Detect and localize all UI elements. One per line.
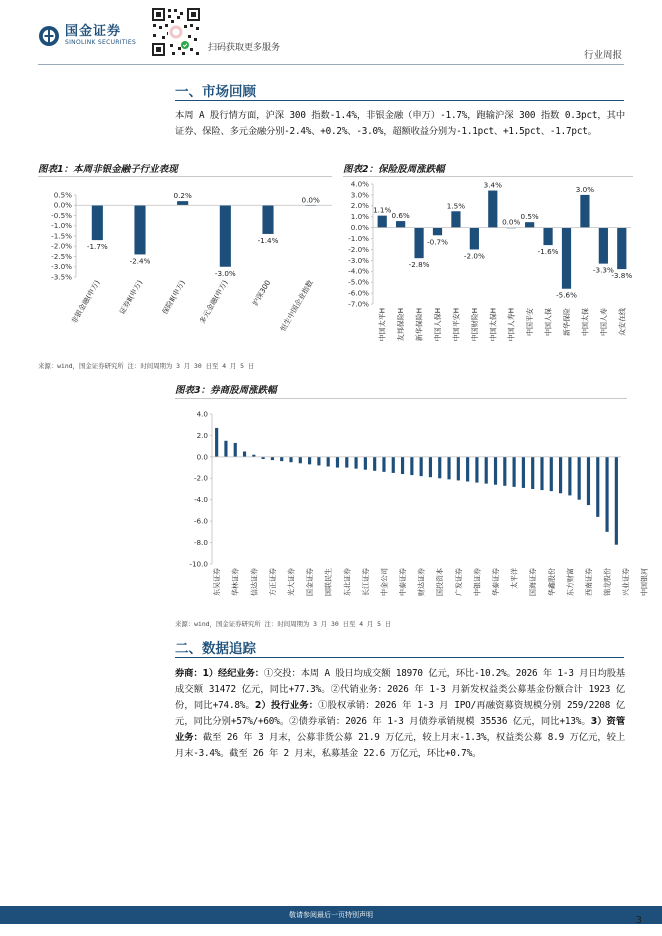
y-tick-label: 2.0%	[350, 201, 369, 211]
bar	[457, 457, 460, 481]
bar	[470, 228, 479, 250]
bar	[234, 443, 237, 457]
x-tick-label: 光大证券	[287, 568, 296, 596]
x-tick-label: 锦龙股份	[603, 568, 612, 596]
bar	[364, 457, 367, 470]
bar	[599, 228, 608, 264]
section2-paragraph	[175, 666, 625, 762]
x-tick-label: 太平洋	[510, 568, 519, 589]
bar	[401, 457, 404, 474]
bar	[410, 457, 413, 475]
bar	[420, 457, 423, 476]
bar	[317, 457, 320, 466]
x-tick-label: 西南证券	[584, 568, 593, 596]
x-tick-label: 财达证券	[417, 568, 426, 596]
x-tick-label: 中国人寿H	[507, 308, 516, 342]
bar	[345, 457, 348, 468]
bar	[327, 457, 330, 467]
bar	[578, 457, 581, 500]
fig2-rule	[343, 176, 633, 177]
fig3-title: 图表3：券商股周涨跌幅	[175, 385, 277, 396]
x-tick-label: 华泰证券	[492, 568, 501, 596]
bar	[438, 457, 441, 478]
fig1-title: 图表1：本周非银金融子行业表现	[38, 164, 178, 175]
bar	[494, 457, 497, 485]
bar	[562, 228, 571, 289]
x-tick-label: 中国人寿	[599, 308, 608, 336]
bar	[177, 201, 188, 205]
bar	[336, 457, 339, 468]
x-tick-label: 中银证券	[473, 568, 482, 596]
bar-value-label: -2.4%	[129, 256, 151, 266]
x-tick-label: 中国平安	[526, 308, 535, 336]
bar	[224, 441, 227, 457]
y-tick-label: 4.0%	[350, 179, 369, 189]
y-tick-label: 0.0%	[350, 223, 369, 233]
x-tick-label: 国联民生	[324, 568, 333, 596]
paragraph-bold-heading: 券商：1）经纪业务：	[175, 668, 264, 679]
y-tick-label: -1.0%	[348, 233, 369, 243]
bar	[550, 457, 553, 491]
bar	[580, 195, 589, 228]
y-tick-label: -1.5%	[51, 231, 72, 241]
bar	[559, 457, 562, 493]
y-tick-label: -2.0%	[51, 241, 72, 251]
bar	[243, 452, 246, 457]
y-tick-label: 0.0%	[53, 200, 72, 210]
bar	[513, 457, 516, 487]
bar-value-label: 3.4%	[483, 180, 502, 190]
y-tick-label: -2.0%	[348, 244, 369, 254]
fig2-chart	[341, 178, 635, 350]
y-tick-label: -4.0	[193, 495, 208, 505]
y-tick-label: -10.0	[189, 559, 208, 569]
bar-value-label: 0.5%	[520, 212, 539, 222]
paragraph-text: 截至 26 年 3 月末，公募非货公募 21.9 万亿元，较上月末-1.3%，权益类公募 8.9 万亿元，较上月末-3.4%。截至 26 年 2 月末，私募基金 22.6 万亿元，环比+0.7%。	[175, 732, 625, 759]
bar	[466, 457, 469, 482]
bar-value-label: -3.3%	[592, 265, 614, 275]
x-tick-label: 东吴证券	[213, 568, 222, 596]
footer-disclaimer: 敬请参阅最后一页特别声明	[289, 911, 373, 919]
y-tick-label: -7.0%	[348, 299, 369, 309]
bar	[373, 457, 376, 471]
y-tick-label: 1.0%	[350, 212, 369, 222]
y-tick-label: 2.0	[196, 430, 208, 440]
x-tick-label: 众安在线	[618, 308, 627, 336]
bar	[392, 457, 395, 473]
qr-caption: 扫码获取更多服务	[208, 43, 281, 53]
bar	[382, 457, 385, 472]
page-header	[0, 0, 662, 68]
x-tick-label: 东方财富	[566, 568, 575, 596]
x-tick-label: 保险Ⅱ(申万)	[160, 278, 187, 316]
bar	[354, 457, 357, 469]
x-tick-label: 中国太平H	[378, 308, 387, 342]
x-tick-label: 东北证券	[343, 568, 352, 596]
bar-value-label: -2.0%	[463, 251, 485, 261]
bar	[451, 211, 460, 227]
paragraph-bold-heading: 2）投行业务：	[254, 700, 319, 711]
x-tick-label: 国投资本	[436, 568, 445, 596]
bar	[485, 457, 488, 484]
bar	[215, 428, 218, 457]
bar	[220, 205, 231, 267]
bar-value-label: 0.0%	[301, 195, 320, 205]
x-tick-label: 友邦保险H	[397, 308, 406, 342]
bar-value-label: -3.0%	[214, 268, 236, 278]
bar	[299, 457, 302, 463]
qr-code-icon	[150, 6, 202, 58]
bar	[308, 457, 311, 465]
y-tick-label: 3.0%	[350, 190, 369, 200]
logo-english-name: SINOLINK SECURITIES	[65, 39, 137, 46]
y-tick-label: 0.5%	[53, 190, 72, 200]
x-tick-label: 长江证券	[361, 568, 370, 596]
x-tick-label: 新华保险	[563, 308, 571, 336]
bar-value-label: 0.6%	[391, 211, 410, 221]
y-tick-label: -1.0%	[51, 221, 72, 231]
fig1-chart	[38, 178, 336, 350]
bar	[525, 222, 534, 227]
company-logo-icon	[38, 25, 60, 47]
fig1-rule	[38, 176, 332, 177]
bar-value-label: 0.0%	[502, 217, 521, 227]
x-tick-label: 多元金融(申万)	[197, 278, 230, 326]
paragraph-text: ①股权承销：2026 年 1-3 月 IPO/再融资募资规模分别 259/2208 亿元，同比分别+57%/+60%。②债券承销：2026 年 1-3 月债券承销规模 35536 亿元，同比+13%。	[175, 700, 625, 727]
x-tick-label: 中泰证券	[399, 568, 408, 596]
section1-title: 一、市场回顾	[175, 84, 256, 100]
x-tick-label: 新华保险H	[415, 308, 424, 342]
fig3-source: 来源：wind，国金证券研究所 注：时间周期为 3 月 30 日至 4 月 5 日	[175, 620, 392, 628]
y-tick-label: -8.0	[193, 537, 208, 547]
bar	[414, 228, 423, 259]
x-tick-label: 广发证券	[454, 568, 463, 596]
x-tick-label: 中国财险H	[470, 308, 479, 342]
bar-value-label: -1.6%	[537, 247, 559, 257]
bar	[433, 228, 442, 236]
x-tick-label: 恒生中国企业指数	[278, 278, 315, 333]
bar-value-label: 0.2%	[173, 191, 192, 201]
x-tick-label: 中国太保	[581, 308, 590, 336]
y-tick-label: 4.0	[196, 409, 208, 419]
bar-value-label: -1.4%	[257, 235, 279, 245]
bar	[605, 457, 608, 532]
fig3-rule	[175, 398, 627, 399]
company-logo	[38, 25, 136, 47]
bar-value-label: -2.8%	[408, 260, 430, 270]
bar-value-label: 1.5%	[446, 201, 466, 211]
bar	[475, 457, 478, 483]
x-tick-label: 中国平安H	[452, 308, 461, 342]
page-number: 3	[635, 915, 642, 926]
x-tick-label: 证券Ⅱ(申万)	[117, 278, 145, 316]
section2-rule	[175, 657, 624, 658]
x-tick-label: 华鑫股份	[547, 568, 556, 596]
y-tick-label: -3.0%	[348, 255, 369, 265]
header-divider	[38, 64, 624, 65]
y-tick-label: -6.0%	[348, 288, 369, 298]
bar	[596, 457, 599, 517]
y-tick-label: -5.0%	[348, 277, 369, 287]
bar	[262, 205, 273, 234]
bar-value-label: -3.8%	[611, 271, 633, 281]
x-tick-label: 国金证券	[306, 568, 315, 596]
bar	[522, 457, 525, 488]
bar	[271, 457, 274, 460]
bar	[280, 457, 283, 461]
section1-rule	[175, 100, 624, 101]
bar	[531, 457, 534, 489]
bar	[615, 457, 618, 545]
fig2-title: 图表2：保险股周涨跌幅	[343, 164, 445, 175]
fig3-chart	[175, 400, 649, 612]
fig1-2-source: 来源：wind，国金证券研究所 注：时间周期为 3 月 30 日至 4 月 5 日	[38, 362, 255, 370]
y-tick-label: -2.0	[193, 473, 208, 483]
paragraph-bold-heading: 3）资管业务：	[175, 716, 625, 743]
bar-value-label: 1.1%	[373, 205, 392, 215]
bar	[568, 457, 571, 496]
x-tick-label: 国海证券	[529, 568, 538, 596]
x-tick-label: 信达证券	[250, 568, 259, 596]
x-tick-label: 华林证券	[231, 568, 240, 596]
x-tick-label: 中国人保	[544, 308, 553, 336]
bar-value-label: -5.6%	[556, 290, 577, 300]
x-tick-label: 非银金融(申万)	[69, 278, 102, 326]
x-tick-label: 沪深300	[250, 278, 273, 308]
bar	[617, 228, 626, 269]
bar	[540, 457, 543, 490]
bar	[378, 216, 387, 228]
x-tick-label: 方正证券	[268, 568, 277, 596]
y-tick-label: -0.5%	[51, 210, 72, 220]
x-tick-label: 兴业证券	[622, 568, 631, 596]
bar	[447, 457, 450, 480]
bar-value-label: -1.7%	[86, 242, 108, 252]
y-tick-label: -2.5%	[51, 251, 72, 261]
logo-chinese-name: 国金证券	[65, 24, 122, 39]
report-type-label: 行业周报	[583, 50, 622, 61]
bar	[92, 205, 103, 240]
section1-paragraph: 本周 A 股行情方面，沪深 300 指数-1.4%，非银金融（申万）-1.7%，跑输沪深 300 指数 0.3pct，其中证券、保险、多元金融分别-2.4%、+0.2%、-3.0%，超额收益分别为-1.1pct、+1.5pct、-1.7pct。	[175, 110, 625, 137]
y-tick-label: -3.0%	[51, 262, 72, 272]
x-tick-label: 中国太保H	[489, 308, 498, 342]
x-tick-label: 中国人保H	[434, 308, 442, 342]
bar	[587, 457, 590, 505]
y-tick-label: -3.5%	[51, 272, 72, 282]
bar	[503, 457, 506, 486]
bar-value-label: 3.0%	[575, 184, 595, 194]
bar	[429, 457, 432, 477]
y-tick-label: 0.0	[196, 452, 208, 462]
bar	[134, 205, 145, 254]
bar-value-label: -0.7%	[427, 237, 448, 247]
y-tick-label: -4.0%	[348, 266, 369, 276]
bar	[396, 221, 405, 228]
bar	[289, 457, 292, 462]
y-tick-label: -6.0	[193, 516, 208, 526]
x-tick-label: 中国银河	[640, 568, 649, 596]
x-tick-label: 中金公司	[380, 568, 389, 596]
section2-title: 二、数据追踪	[175, 641, 256, 657]
bar	[543, 228, 552, 245]
bar	[488, 191, 497, 228]
paragraph-text: ①交投：本周 A 股日均成交额 18970 亿元，环比-10.2%。2026 年 1-3 月日均股基成交额 31472 亿元，同比+77.3%。②代销业务：2026 年 1-3 月新发权益类公募基金份额合计 1923 亿份，同比+74.8%。	[175, 668, 625, 711]
page-footer	[0, 906, 662, 924]
